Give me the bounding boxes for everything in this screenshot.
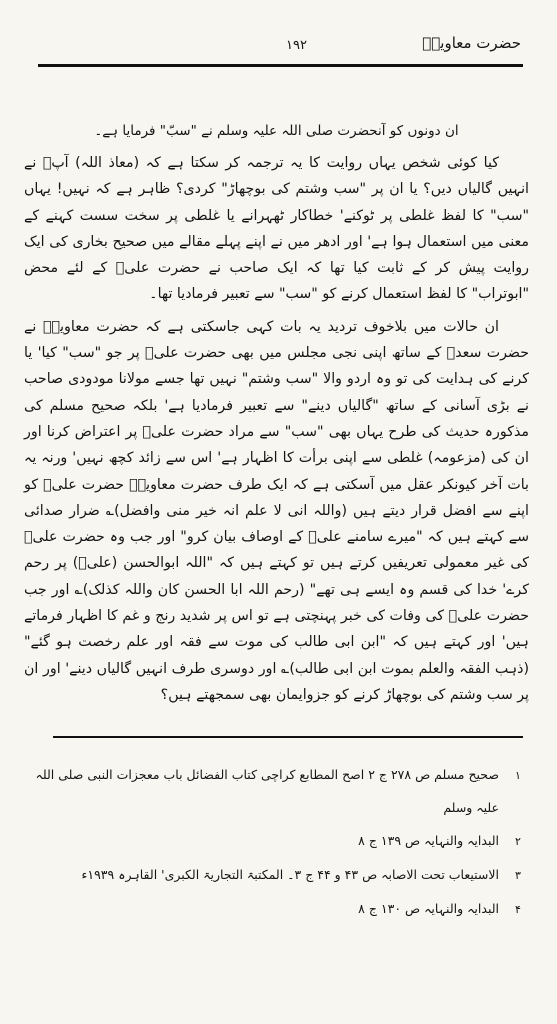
body-paragraph-1: کیا کوئی شخص یہاں روایت کا یہ ترجمہ کر سکتا ہے کہ (معاذ اللہ) آپؐ نے انہیں گالیاں دیں؟ یا ان پر "سب وشتم کی بوچھاڑ" کردی؟ ظاہر ہے کہ نہیں! یہاں "سب" کا لفظ غلطی پر ٹوکنے' خطاکار ٹھہرانے یا غلطی پر سخت سست کہنے کے معنی میں استعمال ہوا ہے' اور ادھر میں نے اپنے پہلے مقالے میں صحیح بخاری کی ایک روایت پیش کر کے ثابت کیا تھا کہ ایک صاحب نے حضرت علیؓ کے لئے محض "ابوتراب" کا لفظ استعمال کرنے کو "سب" سے تعبیر فرمادیا تھا۔ (24, 155, 529, 303)
footnote-marker: ۳ (515, 869, 521, 883)
page-subtitle: ان دونوں کو آنحضرت صلی اللہ علیہ وسلم نے "سبّ" فرمایا ہے۔ (94, 123, 459, 139)
footnote-3 (24, 858, 529, 892)
footnote-text: صحیح مسلم ص ۲۷۸ ج ۲ اصح المطابع کراچی کتاب الفضائل باب معجزات النبی صلی اللہ علیہ وسلم (35, 767, 499, 816)
footnote-marker: ۱ (515, 769, 521, 783)
footnotes (24, 758, 529, 926)
footnote-text: البدایہ والنہایہ ص ۱۳۹ ج ۸ (358, 833, 499, 849)
footnote-2 (24, 824, 529, 858)
body-paragraph-2: ان حالات میں بلاخوف تردید یہ بات کہی جاسکتی ہے کہ حضرت معاویہؓ نے حضرت سعدؓ کے ساتھ اپنی نجی مجلس میں بھی حضرت علیؓ پر جو "سب" کیا' یا کرنے کی ہدایت کی تو وہ اردو والا "سب وشتم" نہیں تھا جسے مولانا مودودی صاحب نے بڑی آسانی کے ساتھ "گالیاں دینے" سے تعبیر فرمادیا ہے' بلکہ صحیح مسلم کی مذکورہ حدیث کی طرح یہاں بھی "سب" سے مراد حضرت علیؓ پر اعتراض کرنا اور ان کی (مزعومہ) غلطی سے اپنی برأت کا اظہار ہے' اس سے زائد کچھ نہیں' ورنہ یہ بات آخر کیونکر عقل میں آسکتی ہے کہ ایک طرف حضرت معاویہؓ حضرت علیؓ کو اپنے سے افضل قرار دیتے ہیں (واللہ انی لا علم انہ خیر منی وافضل)؎ ضرار صدائی سے کہتے ہیں کہ "میرے سامنے علیؓ کے اوصاف بیان کرو" اور جب وہ حضرت علیؓ کی غیر معمولی تعریفیں کرتے ہیں تو کہتے ہیں کہ "اللہ ابوالحسن (علیؓ) پر رحم کرے' خدا کی قسم وہ ایسے ہی تھے" (رحم اللہ ابا الحسن کان واللہ کذلک)؎ اور جب حضرت علیؓ کی وفات کی خبر پہنچتی ہے تو اس پر شدید رنج و غم کا اظہار فرماتے ہیں' اور کہتے ہیں کہ "ابن ابی طالب کی موت سے فقہ اور علم رخصت ہو گئے" (ذہب الفقہ والعلم بموت ابن ابی طالب)؎ اور دوسری طرف انہیں گالیاں دینے' اور ان پر سب وشتم کی بوچھاڑ کرنے کو جزوایمان بھی سمجھتے ہیں؟ (24, 318, 529, 703)
footnote-1 (24, 758, 529, 824)
footnote-separator (53, 736, 523, 738)
page-number: ۱۹۲ (286, 38, 307, 53)
header-rule (38, 64, 523, 67)
body-text (24, 150, 529, 708)
footnote-text: الاستیعاب تحت الاصابہ ص ۴۳ و ۴۴ ج ۳۔ المکتبۃ التجاریۃ الکبری' القاہرہ ۱۹۳۹ء (81, 867, 499, 883)
running-title: حضرت معاویہؓ (422, 34, 521, 52)
footnote-text: البدایہ والنہایہ ص ۱۳۰ ج ۸ (358, 901, 499, 917)
footnote-marker: ۴ (515, 903, 521, 917)
page-header (24, 18, 529, 58)
footnote-marker: ۲ (515, 835, 521, 849)
footnote-4 (24, 892, 529, 926)
